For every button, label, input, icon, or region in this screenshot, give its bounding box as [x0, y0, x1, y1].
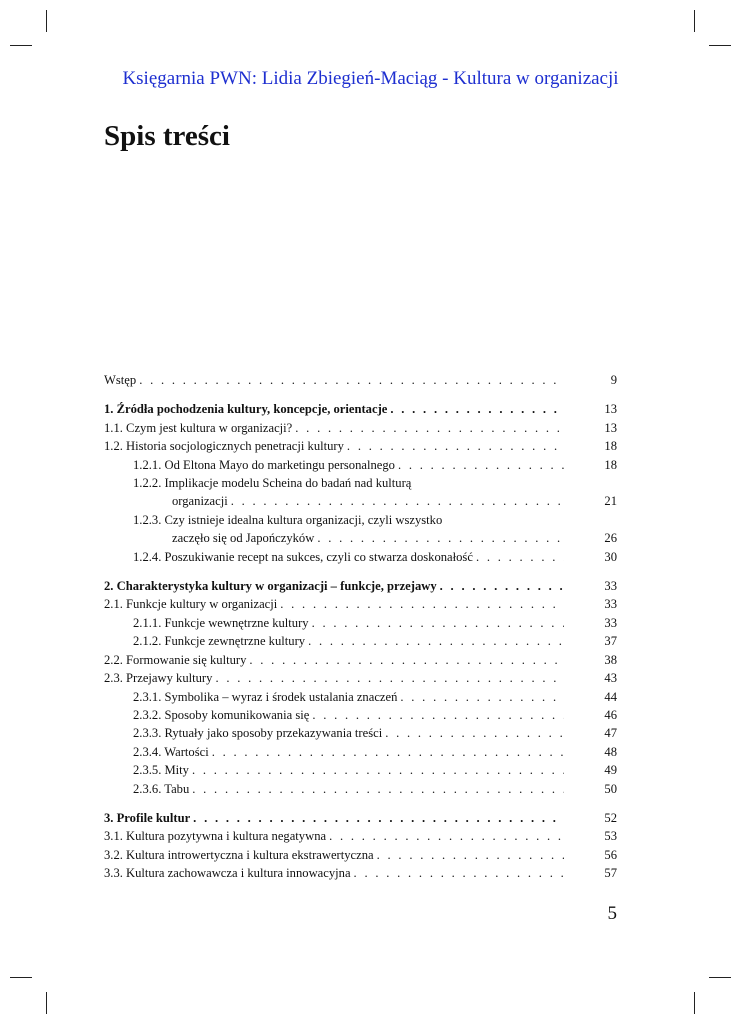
toc-entry-page: 56 [604, 847, 617, 862]
crop-mark [46, 10, 47, 32]
crop-mark [10, 977, 32, 978]
toc-entry-page: 43 [604, 671, 617, 686]
toc-entry-page: 47 [604, 726, 617, 741]
leader-dots [215, 669, 564, 687]
toc-entry-page: 46 [604, 707, 617, 722]
page-number: 5 [607, 903, 617, 924]
toc-entry-page: 9 [610, 373, 617, 387]
toc-entry-page: 33 [604, 579, 617, 594]
leader-dots [398, 456, 564, 474]
crop-mark [694, 992, 695, 1014]
toc-entry-page: 52 [604, 810, 617, 825]
toc-entry-page: 44 [604, 689, 617, 704]
page-title: Spis treści [104, 120, 230, 152]
toc-entry-title: 1.2.1. Od Eltona Mayo do marketingu personalnego [133, 457, 395, 472]
toc-entry-page: 13 [604, 420, 617, 435]
crop-mark [694, 10, 695, 32]
leader-dots [193, 809, 564, 827]
toc-entry [104, 864, 617, 882]
toc-entry-title: 2.2. Formowanie się kultury [104, 652, 247, 667]
toc-entry-title: 2.3.5. Mity [133, 763, 189, 778]
toc-entry-title: 3.2. Kultura introwertyczna i kultura ekstrawertyczna [104, 847, 374, 862]
toc-entry-page: 13 [604, 402, 617, 417]
toc-entry [104, 846, 617, 864]
toc-entry-title: 2. Charakterystyka kultury w organizacji – funkcje, przejawy [104, 579, 437, 594]
crop-mark [46, 992, 47, 1014]
toc-entry-title-cont: organizacji [172, 494, 228, 509]
leader-dots [354, 864, 564, 882]
toc-entry-title: 2.1. Funkcje kultury w organizacji [104, 597, 278, 612]
toc-entry-title: 1.2. Historia socjologicznych penetracji kultury [104, 439, 344, 454]
toc-entry-page: 48 [604, 744, 617, 759]
toc-entry-title: 2.3.1. Symbolika – wyraz i środek ustalania znaczeń [133, 689, 398, 704]
leader-dots [192, 761, 564, 779]
toc-chapter [104, 577, 617, 595]
leader-dots [476, 548, 564, 566]
leader-dots [192, 780, 564, 798]
toc-entry [104, 511, 617, 548]
toc-entry-page: 38 [604, 652, 617, 667]
leader-dots [280, 595, 564, 613]
leader-dots [317, 529, 564, 547]
leader-dots [377, 846, 564, 864]
toc-entry [104, 827, 617, 845]
toc-entry-page: 53 [604, 829, 617, 844]
toc-entry-page: 30 [604, 549, 617, 564]
toc-entry-title: 2.1.1. Funkcje wewnętrzne kultury [133, 615, 309, 630]
toc-entry [104, 437, 617, 455]
crop-mark [709, 977, 731, 978]
toc-entry-page: 18 [604, 457, 617, 472]
toc-entry-title: 2.3.2. Sposoby komunikowania się [133, 707, 310, 722]
toc-entry [104, 595, 617, 613]
toc-entry-title: 1.2.2. Implikacje modelu Scheina do badań nad kulturą [133, 476, 412, 491]
toc-entry [104, 632, 617, 650]
leader-dots [231, 492, 564, 510]
toc-entry [104, 419, 617, 437]
leader-dots [139, 371, 564, 389]
toc-entry-page: 57 [604, 866, 617, 881]
toc-entry-page: 37 [604, 634, 617, 649]
toc-entry-title: 3.3. Kultura zachowawcza i kultura innowacyjna [104, 866, 351, 881]
toc-entry-title: 2.3.4. Wartości [133, 744, 209, 759]
toc-entry-title: 1.2.3. Czy istnieje idealna kultura organizacji, czyli wszystko [133, 512, 443, 527]
toc-entry-page: 49 [604, 763, 617, 778]
leader-dots [329, 827, 564, 845]
toc-chapter [104, 809, 617, 827]
toc-entry-page: 21 [604, 494, 617, 509]
toc-entry-title: 3.1. Kultura pozytywna i kultura negatywna [104, 829, 327, 844]
toc-entry [104, 371, 617, 389]
toc-entry [104, 548, 617, 566]
leader-dots [312, 614, 564, 632]
toc-entry-page: 26 [604, 531, 617, 546]
leader-dots [312, 706, 564, 724]
leader-dots [347, 437, 564, 455]
toc-entry [104, 724, 617, 742]
leader-dots [400, 688, 564, 706]
toc-entry [104, 706, 617, 724]
leader-dots [249, 651, 564, 669]
toc-entry-title: 1.1. Czym jest kultura w organizacji? [104, 420, 293, 435]
crop-mark [709, 45, 731, 46]
toc-entry-title: 1. Źródła pochodzenia kultury, koncepcje, orientacje [104, 402, 388, 417]
toc-entry [104, 743, 617, 761]
toc-chapter [104, 400, 617, 418]
leader-dots [385, 724, 564, 742]
toc-entry-title: 2.1.2. Funkcje zewnętrzne kultury [133, 634, 306, 649]
leader-dots [390, 400, 564, 418]
toc-entry [104, 651, 617, 669]
toc-entry-title: 2.3.3. Rytuały jako sposoby przekazywania treści [133, 726, 383, 741]
toc-entry-page: 50 [604, 781, 617, 796]
leader-dots [308, 632, 564, 650]
toc-entry-title: 2.3.6. Tabu [133, 781, 190, 796]
toc-entry-title: Wstęp [104, 373, 137, 387]
toc-entry-page: 33 [604, 615, 617, 630]
leader-dots [440, 577, 564, 595]
leader-dots [212, 743, 564, 761]
toc-entry-title: 2.3. Przejawy kultury [104, 671, 213, 686]
toc-entry [104, 614, 617, 632]
toc-entry [104, 761, 617, 779]
toc-entry-title-cont: zaczęło się od Japończyków [172, 531, 315, 546]
toc-entry-page: 18 [604, 439, 617, 454]
toc-entry-page: 33 [604, 597, 617, 612]
running-header: Księgarnia PWN: Lidia Zbiegień-Maciąg - Kultura w organizacji [122, 68, 619, 89]
table-of-contents [104, 371, 617, 883]
toc-entry [104, 456, 617, 474]
toc-entry [104, 669, 617, 687]
toc-entry-title: 1.2.4. Poszukiwanie recept na sukces, czyli co stwarza doskonałość [133, 549, 473, 564]
leader-dots [295, 419, 564, 437]
toc-entry [104, 474, 617, 511]
crop-mark [10, 45, 32, 46]
toc-entry [104, 688, 617, 706]
toc-entry [104, 780, 617, 798]
toc-entry-title: 3. Profile kultur [104, 810, 191, 825]
